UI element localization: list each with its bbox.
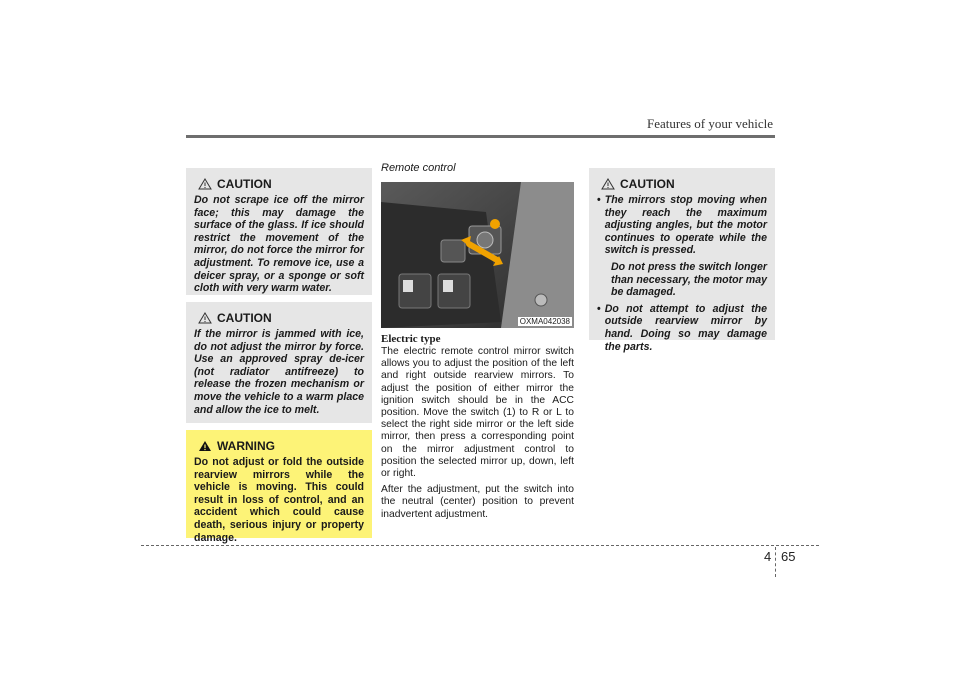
caution-triangle-icon bbox=[198, 178, 212, 190]
caution-title: CAUTION bbox=[620, 177, 675, 191]
warning-box-fold-mirror bbox=[186, 430, 372, 544]
remote-control-section bbox=[381, 162, 574, 525]
warning-triangle-icon bbox=[198, 440, 212, 452]
warning-text: Do not adjust or fold the outside rearview mirrors while the vehicle is moving. This could result in loss of control, and an accident which could cause death, serious injury or property damage. bbox=[194, 456, 364, 544]
door-switch-panel-image bbox=[381, 182, 574, 328]
figure-code: OXMA042038 bbox=[519, 317, 570, 326]
caution-triangle-icon bbox=[601, 178, 615, 190]
caution-triangle-icon bbox=[198, 312, 212, 324]
warning-title: WARNING bbox=[217, 439, 275, 453]
caution-box-mirror-motor bbox=[589, 168, 775, 353]
caution-bullet bbox=[597, 303, 767, 353]
caution-text: Do not scrape ice off the mirror face; this may damage the surface of the glass. If ice should restrict the movement of the mirror, do not force the mirror for adjustment. To remove ice, use a deicer spray, or a sponge or soft cloth with very warm water. bbox=[194, 194, 364, 295]
bullet-subtext: Do not press the switch longer than necessary, the motor may be damaged. bbox=[611, 260, 767, 299]
caution-title: CAUTION bbox=[217, 311, 272, 325]
page-number: 65 bbox=[781, 549, 796, 564]
warning-heading bbox=[198, 439, 364, 453]
caution-heading bbox=[601, 177, 767, 191]
caution-heading bbox=[198, 311, 364, 325]
caution-title: CAUTION bbox=[217, 177, 272, 191]
caution-bullet bbox=[597, 194, 767, 257]
page-number-separator bbox=[775, 547, 776, 577]
mirror-switch-figure bbox=[381, 182, 574, 328]
bullet-text: The mirrors stop moving when they reach the maximum adjusting angles, but the motor continues to operate while the switch is pressed. bbox=[604, 194, 767, 257]
bullet-dot: • bbox=[597, 302, 601, 315]
caution-text: If the mirror is jammed with ice, do not adjust the mirror by force. Use an approved spray de-icer (not radiator antifreeze) to release the frozen mechanism or move the vehicle to a warm place and allow the ice to melt. bbox=[194, 328, 364, 416]
caution-heading bbox=[198, 177, 364, 191]
caution-box-jammed-mirror bbox=[186, 302, 372, 423]
chapter-number: 4 bbox=[764, 549, 772, 564]
bullet-text: Do not attempt to adjust the outside rearview mirror by hand. Doing so may damage the parts. bbox=[604, 302, 767, 353]
subsection-title: Electric type bbox=[381, 333, 441, 345]
body-paragraph: After the adjustment, put the switch into the neutral (center) position to prevent inadvertent adjustment. bbox=[381, 484, 574, 520]
body-paragraph: The electric remote control mirror switch allows you to adjust the position of the left and right outside rearview mirrors. To adjust the position of either mirror the ignition switch should be in the ACC position. Move the switch (1) to R or L to select the right side mirror or the left side mirror, then press a corresponding point on the mirror adjustment control to position the selected mirror up, down, left or right. bbox=[381, 346, 574, 480]
header-rule bbox=[186, 135, 775, 138]
section-title: Remote control bbox=[381, 162, 456, 174]
caution-box-ice-scraping bbox=[186, 168, 372, 295]
footer-rule bbox=[141, 545, 819, 546]
header-title: Features of your vehicle bbox=[647, 116, 773, 131]
bullet-dot: • bbox=[597, 194, 601, 206]
